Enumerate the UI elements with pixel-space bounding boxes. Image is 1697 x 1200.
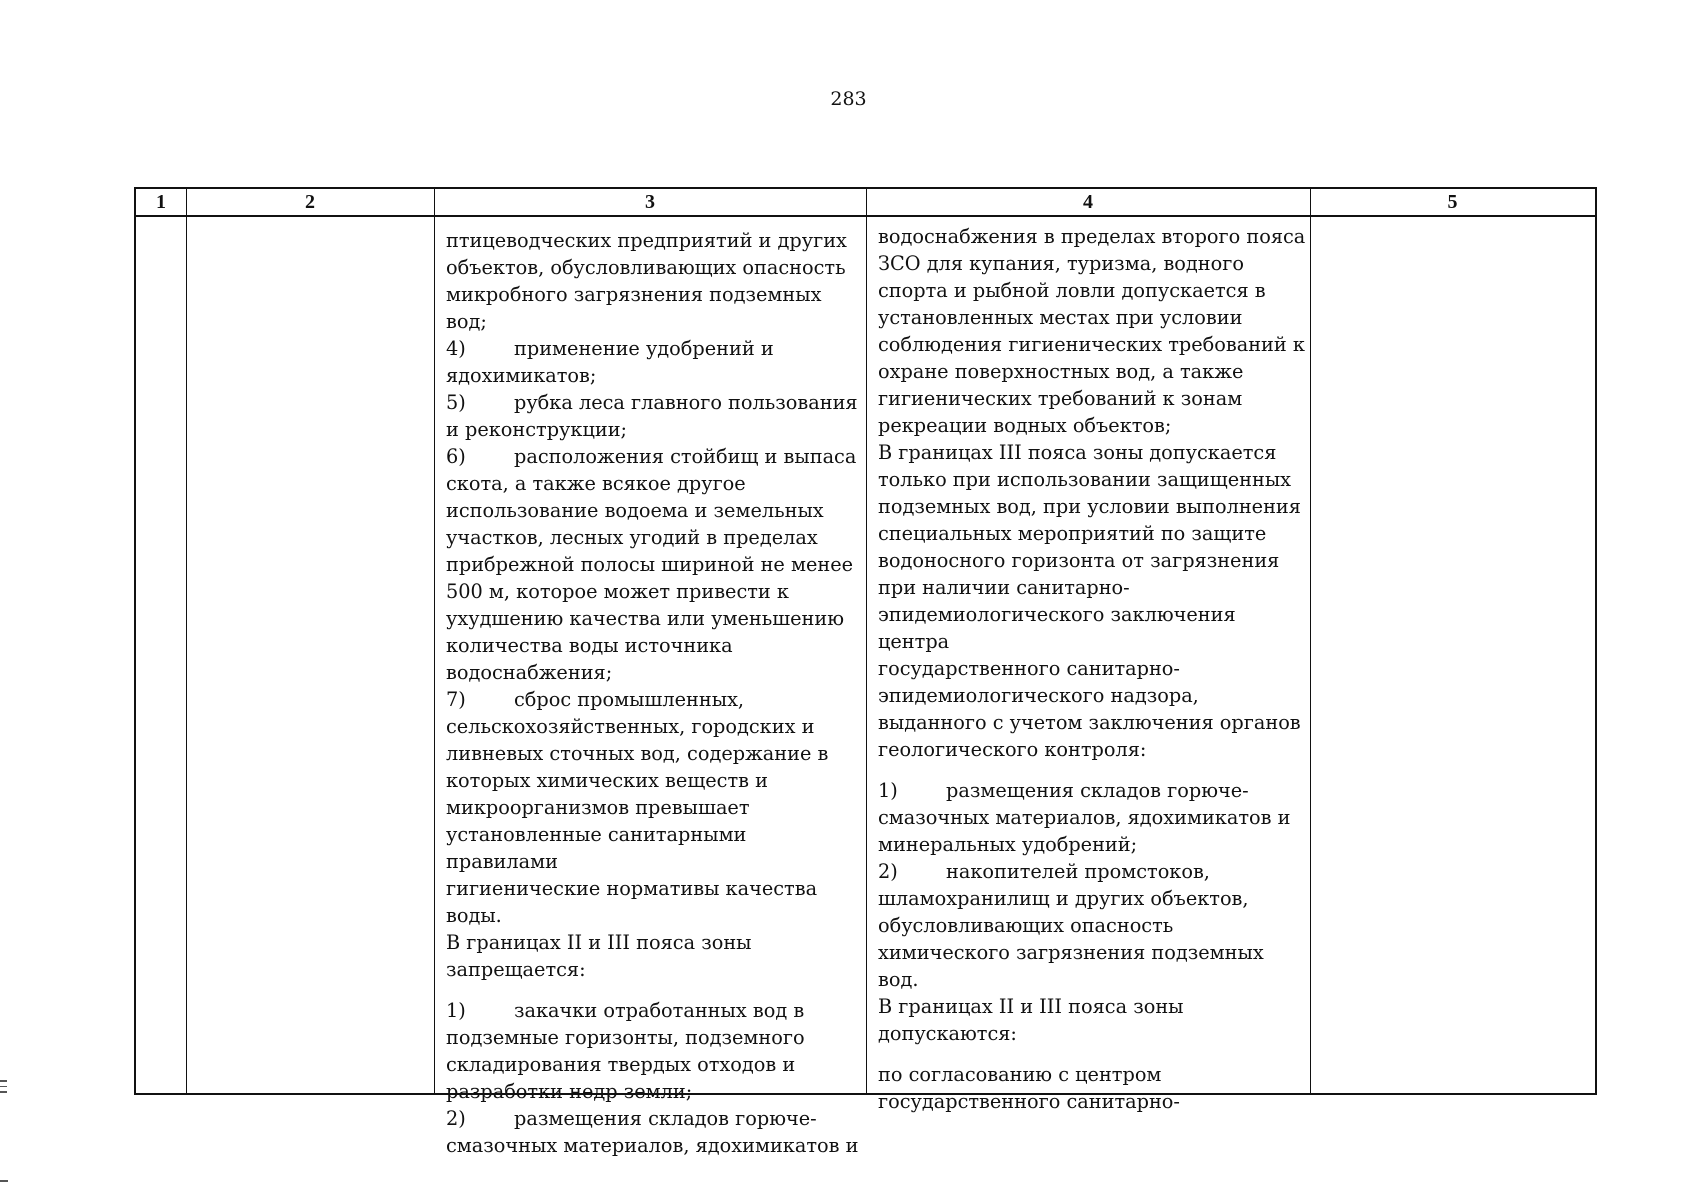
text-line: подземных вод, при условии выполнения (878, 495, 1301, 518)
column-divider (1310, 189, 1311, 1093)
text-line: рекреации водных объектов; (878, 414, 1172, 437)
text-line: минеральных удобрений; (878, 833, 1138, 856)
text-line: разработки недр земли; (446, 1080, 693, 1103)
text-line: 500 м, которое может привести к (446, 580, 789, 603)
list-text: рубка леса главного пользования (514, 391, 858, 414)
list-text: размещения складов горюче- (946, 779, 1249, 802)
list-number: 7) (446, 688, 466, 711)
margin-mark (0, 1180, 8, 1182)
column-divider (434, 189, 435, 1093)
column-header-3: 3 (645, 191, 655, 213)
list-item (446, 443, 861, 470)
margin-marks (0, 1080, 8, 1097)
text-line: соблюдения гигиенических требований к (878, 333, 1305, 356)
document-table (134, 187, 1597, 1157)
text-line: химического загрязнения подземных вод. (878, 941, 1264, 991)
list-item (446, 997, 861, 1024)
list-text: размещения складов горюче- (514, 1107, 817, 1130)
text-line: птицеводческих предприятий и других (446, 229, 847, 252)
text-line: водоснабжения; (446, 661, 613, 684)
text-line: государственного санитарно- (878, 1090, 1180, 1113)
list-item (878, 858, 1306, 885)
list-item (446, 1105, 861, 1132)
text-line: использование водоема и земельных (446, 499, 824, 522)
list-item (446, 335, 861, 362)
list-item (878, 777, 1306, 804)
text-line: складирования твердых отходов и (446, 1053, 796, 1076)
text-line: эпидемиологического заключения центра (878, 603, 1236, 653)
list-number: 2) (446, 1107, 466, 1130)
text-line: геологического контроля: (878, 738, 1147, 761)
list-text: расположения стойбищ и выпаса (514, 445, 857, 468)
text-line: участков, лесных угодий в пределах (446, 526, 818, 549)
list-item (446, 389, 861, 416)
table-header-row (136, 189, 1595, 217)
column-header-4: 4 (1083, 191, 1093, 213)
text-line: ядохимикатов; (446, 364, 597, 387)
text-line: шламохранилищ и других объектов, (878, 887, 1249, 910)
text-line: ЗСО для купания, туризма, водного (878, 252, 1244, 275)
column-divider (866, 189, 867, 1093)
text-line: запрещается: (446, 958, 586, 981)
text-line: подземные горизонты, подземного (446, 1026, 805, 1049)
text-line: водоносного горизонта от загрязнения (878, 549, 1280, 572)
text-line: специальных мероприятий по защите (878, 522, 1267, 545)
text-line: водоснабжения в пределах второго пояса (878, 225, 1306, 248)
column-divider (186, 189, 187, 1093)
text-line: обусловливающих опасность (878, 914, 1174, 937)
text-line: по согласованию с центром (878, 1063, 1162, 1086)
text-line: смазочных материалов, ядохимикатов и (446, 1134, 859, 1157)
text-line: охране поверхностных вод, а также (878, 360, 1244, 383)
list-number: 6) (446, 445, 466, 468)
text-line: при наличии санитарно- (878, 576, 1130, 599)
text-line: выданного с учетом заключения органов (878, 711, 1301, 734)
list-text: сброс промышленных, (514, 688, 745, 711)
text-line: микробного загрязнения подземных вод; (446, 283, 822, 333)
text-line: гигиенических требований к зонам (878, 387, 1243, 410)
text-line: только при использовании защищенных (878, 468, 1292, 491)
column-header-5: 5 (1447, 191, 1458, 213)
column-header-2: 2 (305, 191, 315, 213)
list-text: закачки отработанных вод в (514, 999, 805, 1022)
list-text: накопителей промстоков, (946, 860, 1210, 883)
text-line: установленные санитарными правилами (446, 823, 747, 873)
text-line: и реконструкции; (446, 418, 628, 441)
text-line: смазочных материалов, ядохимикатов и (878, 806, 1291, 829)
text-line: ухудшению качества или уменьшению (446, 607, 845, 630)
text-line: прибрежной полосы шириной не менее (446, 553, 854, 576)
text-line: В границах II и III пояса зоны (878, 995, 1184, 1018)
text-line: которых химических веществ и (446, 769, 768, 792)
text-line: установленных местах при условии (878, 306, 1243, 329)
column-4-cell (878, 223, 1306, 1115)
column-3-cell (446, 227, 861, 1159)
text-line: ливневых сточных вод, содержание в (446, 742, 829, 765)
page-number: 283 (830, 88, 867, 110)
list-number: 1) (878, 779, 898, 802)
list-number: 4) (446, 337, 466, 360)
text-line: воды. (446, 904, 502, 927)
text-line: эпидемиологического надзора, (878, 684, 1199, 707)
list-item (446, 686, 861, 713)
text-line: спорта и рыбной ловли допускается в (878, 279, 1266, 302)
text-line: В границах III пояса зоны допускается (878, 441, 1277, 464)
text-line: объектов, обусловливающих опасность (446, 256, 846, 279)
text-line: государственного санитарно- (878, 657, 1180, 680)
column-header-1: 1 (156, 191, 166, 213)
text-line: допускаются: (878, 1022, 1017, 1045)
text-line: гигиенические нормативы качества (446, 877, 818, 900)
text-line: микроорганизмов превышает (446, 796, 750, 819)
text-line: сельскохозяйственных, городских и (446, 715, 815, 738)
list-number: 1) (446, 999, 466, 1022)
text-line: скота, а также всякое другое (446, 472, 746, 495)
list-text: применение удобрений и (514, 337, 774, 360)
text-line: количества воды источника (446, 634, 733, 657)
list-number: 2) (878, 860, 898, 883)
list-number: 5) (446, 391, 466, 414)
text-line: В границах II и III пояса зоны (446, 931, 752, 954)
